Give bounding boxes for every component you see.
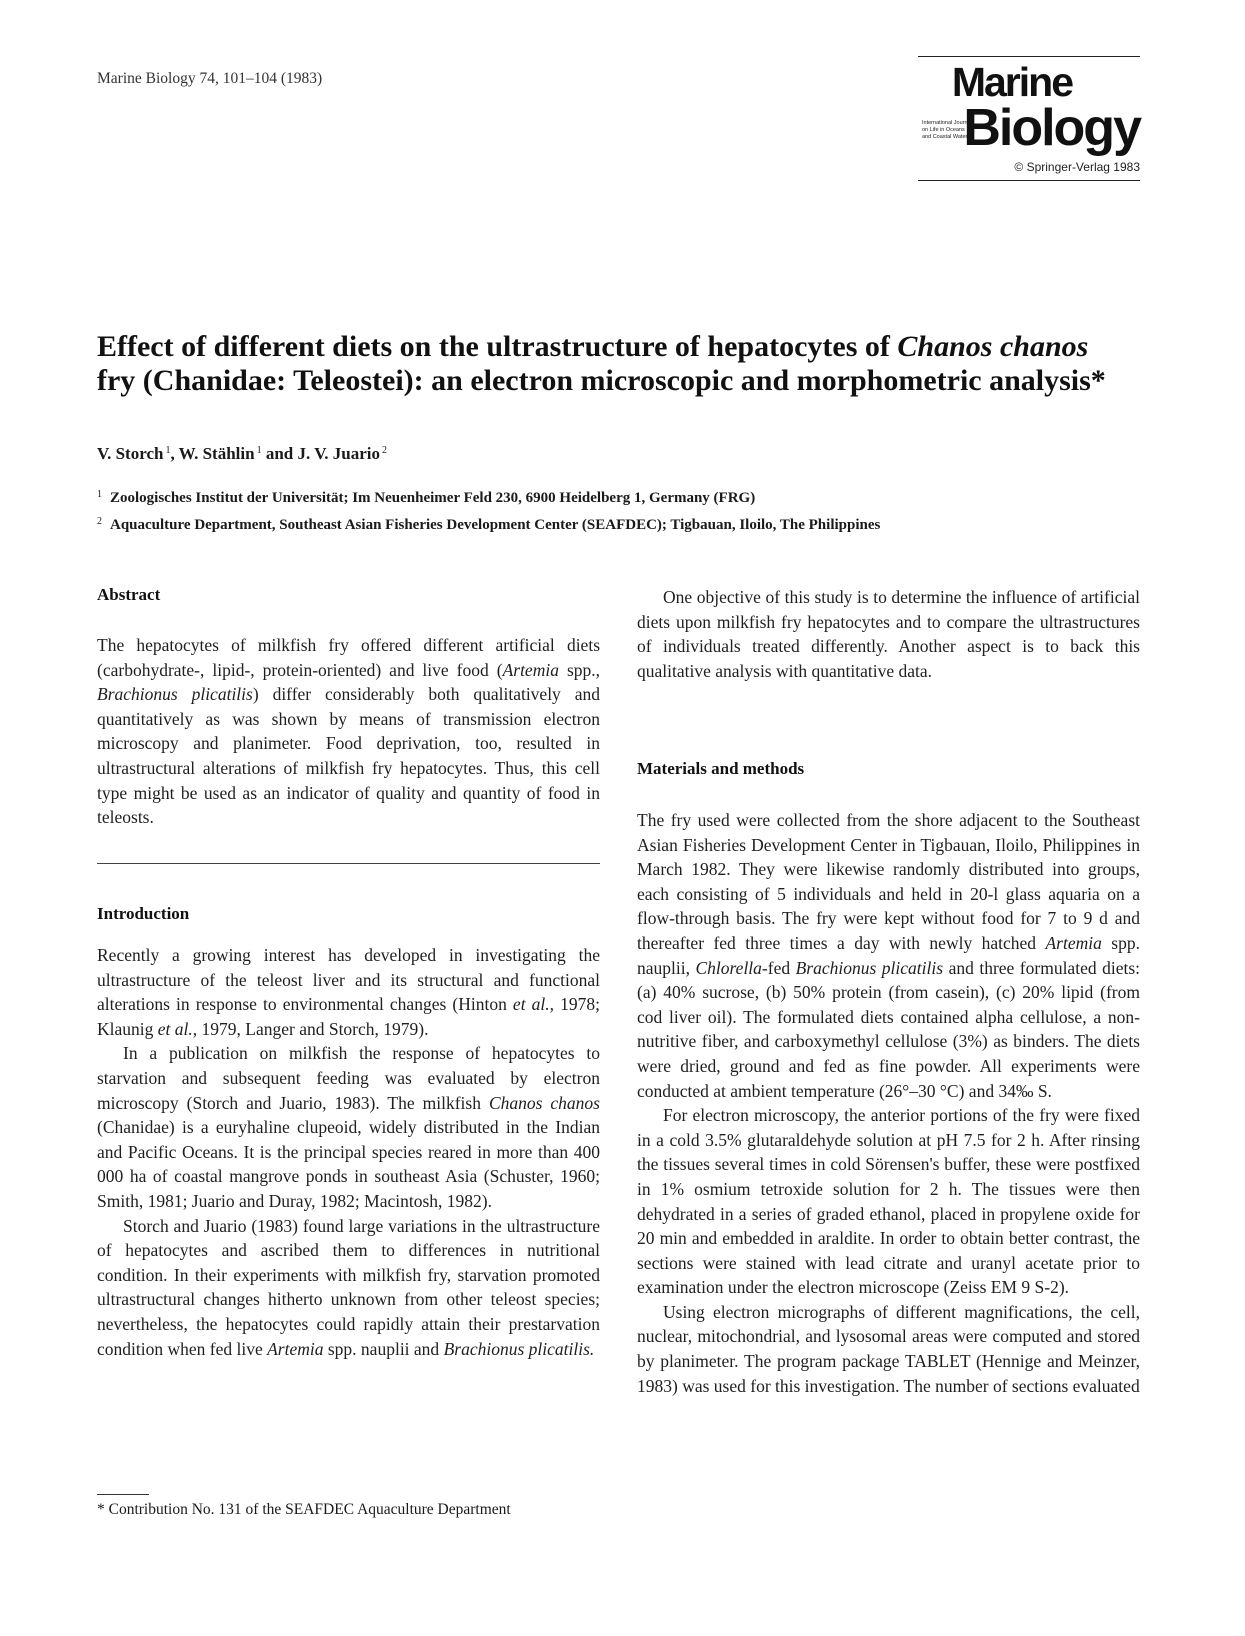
italic-run: Brachionus plicatilis	[97, 684, 253, 705]
footnote: * Contribution No. 131 of the SEAFDEC Aquaculture Department	[97, 1501, 511, 1518]
logo-subtitle-line: and Coastal Waters	[922, 134, 971, 140]
affiliation-text: Aquaculture Department, Southeast Asian Fisheries Development Center (SEAFDEC); Tigbauan, Iloilo, The Philippines	[110, 517, 881, 533]
introduction-paragraph	[97, 1214, 600, 1362]
introduction-paragraph	[97, 943, 600, 1041]
text-run: Recently a growing interest has developed in investigating the ultrastructure of the teleost liver and its structural and functional alterations in response to environmental changes (Hinton	[97, 945, 600, 1015]
author-affiliation-mark: 1	[256, 445, 262, 456]
italic-run: et al.,	[512, 994, 555, 1015]
text-run: Storch and Juario (1983) found large variations in the ultrastructure of hepatocytes and ascribed them to differences in nutritional condition. In their experiments with milkfish fry, starvation promoted ultrastructural changes hitherto unknown from other teleost species; nevertheless, the hepatocytes could rapidly attain their prestarvation condition when fed live	[97, 1215, 600, 1359]
text-run: -fed	[761, 957, 796, 978]
logo-title-marine: Marine	[951, 59, 1072, 105]
author-separator: and	[261, 444, 298, 463]
objective-paragraph: One objective of this study is to determine the influence of artificial diets upon milkfish fry hepatocytes and to compare the ultrastructures of individuals treated differently. Another aspect is to back this qualitative analysis with quantitative data.	[637, 587, 1140, 681]
author-name: V. Storch	[97, 444, 164, 463]
journal-logo	[918, 56, 1140, 182]
journal-citation: Marine Biology 74, 101–104 (1983)	[97, 70, 323, 87]
italic-run: Chanos chanos	[488, 1092, 600, 1113]
abstract-divider	[97, 863, 600, 864]
methods-paragraph: Using electron micrographs of different magnifications, the cell, nuclear, mitochondrial, and lysosomal areas were computed and stored by planimeter. The program package TABLET (Hennige and Meinzer, 1983) was used for this investigation. The number of sections evaluated	[637, 1301, 1140, 1396]
text-run: The hepatocytes of milkfish fry offered different artificial diets (carbohydrate-, lipid-, protein-oriented) and live food (	[97, 635, 600, 680]
author-list	[97, 444, 387, 464]
text-run: spp.,	[558, 659, 601, 680]
text-run: The fry used were collected from the shore adjacent to the Southeast Asian Fisheries Development Center in Tigbauan, Iloilo, Philippines in March 1982. They were likewise randomly distributed into groups, each consisting of 5 individuals and held in 20-l glass aquaria on a flow-through basis. The fry were kept without food for 7 to 9 d and thereafter fed three times a day with newly hatched	[637, 810, 1140, 953]
affiliation	[97, 489, 755, 507]
author-name: W. Stählin	[178, 444, 255, 463]
logo-top-rule	[918, 56, 1140, 57]
italic-run: Chlorella	[695, 957, 762, 978]
title-text: Effect of different diets on the ultrastructure of hepatocytes of	[97, 330, 898, 363]
introduction-heading: Introduction	[97, 904, 190, 923]
abstract-paragraph	[97, 633, 600, 830]
text-run: and three formulated diets: (a) 40% sucrose, (b) 50% protein (from casein), (c) 20% lipid (from cod liver oil). The formulated diets contained alpha cellulose, a non-nutritive fiber, and carboxymethyl cellulose (3%) as binders. The diets were dried, ground and fed as fine powder. All experiments were conducted at ambient temperature (26°–30 °C) and 34‰ S.	[637, 957, 1140, 1101]
abstract-heading: Abstract	[97, 585, 161, 604]
affiliation-number: 1	[97, 489, 102, 500]
methods-paragraph	[637, 808, 1140, 1103]
affiliation	[97, 516, 880, 534]
methods-heading: Materials and methods	[637, 759, 805, 778]
abstract-body	[97, 633, 600, 830]
footnote-rule	[97, 1494, 149, 1495]
objective-body	[637, 585, 1140, 683]
text-run: spp. nauplii and	[323, 1338, 444, 1359]
text-run: ) differ considerably both qualitatively and quantitatively as was shown by means of transmission electron microscopy and planimeter. Food deprivation, too, resulted in ultrastructural alterations of milkfish fry hepatocytes. Thus, this cell type might be used as an indicator of quality and quantity of food in teleosts.	[97, 684, 600, 828]
text-run: (Chanidae) is a euryhaline clupeoid, widely distributed in the Indian and Pacific Oceans. It is the principal species reared in more than 400 000 ha of coastal mangrove ponds in southeast Asia (Schuster, 1960; Smith, 1981; Juario and Duray, 1982; Macintosh, 1982).	[97, 1117, 600, 1211]
italic-run: Brachionus plicatilis	[795, 957, 944, 978]
logo-subtitle-line: on Life in Oceans	[922, 127, 965, 133]
italic-run: Artemia	[267, 1338, 324, 1359]
logo-bottom-rule	[918, 180, 1140, 181]
title-text: fry (Chanidae: Teleostei): an electron microscopic and morphometric analysis*	[97, 364, 1106, 397]
logo-subtitle-line: International Journal	[922, 120, 972, 126]
text-run: spp. nauplii,	[637, 932, 1140, 978]
affiliation-number: 2	[97, 516, 102, 527]
author-separator: ,	[170, 444, 179, 463]
introduction-body	[97, 943, 600, 1361]
text-run: 1978; Klaunig	[97, 994, 600, 1039]
italic-run: Brachionus plicatilis.	[443, 1338, 595, 1359]
methods-paragraph: For electron microscopy, the anterior portions of the fry were fixed in a cold 3.5% glutaraldehyde solution at pH 7.5 for 2 h. After rinsing the tissues several times in cold Sörensen's buffer, these were postfixed in 1% osmium tetroxide solution for 2 h. The tissues were then dehydrated in a series of graded ethanol, placed in propylene oxide for 20 min and embedded in araldite. In order to obtain better contrast, the sections were stained with lead citrate and uranyl acetate prior to examination under the electron microscope (Zeiss EM 9 S-2).	[637, 1105, 1140, 1298]
introduction-paragraph	[97, 1041, 600, 1213]
italic-run: Artemia	[502, 659, 559, 680]
text-run: In a publication on milkfish the response of hepatocytes to starvation and subsequent feeding was evaluated by electron microscopy (Storch and Juario, 1983). The milkfish	[97, 1043, 600, 1113]
author-affiliation-mark: 1	[165, 445, 171, 456]
italic-run: et al.,	[157, 1018, 198, 1039]
author-name: J. V. Juario	[297, 444, 381, 463]
title-species: Chanos chanos	[897, 330, 1089, 363]
italic-run: Artemia	[1045, 932, 1102, 953]
logo-copyright: © Springer-Verlag 1983	[1014, 160, 1140, 174]
article-title	[97, 330, 1147, 398]
affiliation-text: Zoologisches Institut der Universität; Im Neuenheimer Feld 230, 6900 Heidelberg 1, Germany (FRG)	[110, 490, 756, 506]
author-affiliation-mark: 2	[382, 445, 388, 456]
logo-title-biology: Biology	[963, 99, 1140, 157]
methods-body	[637, 808, 1140, 1398]
text-run: 1979, Langer and Storch, 1979).	[197, 1018, 429, 1039]
